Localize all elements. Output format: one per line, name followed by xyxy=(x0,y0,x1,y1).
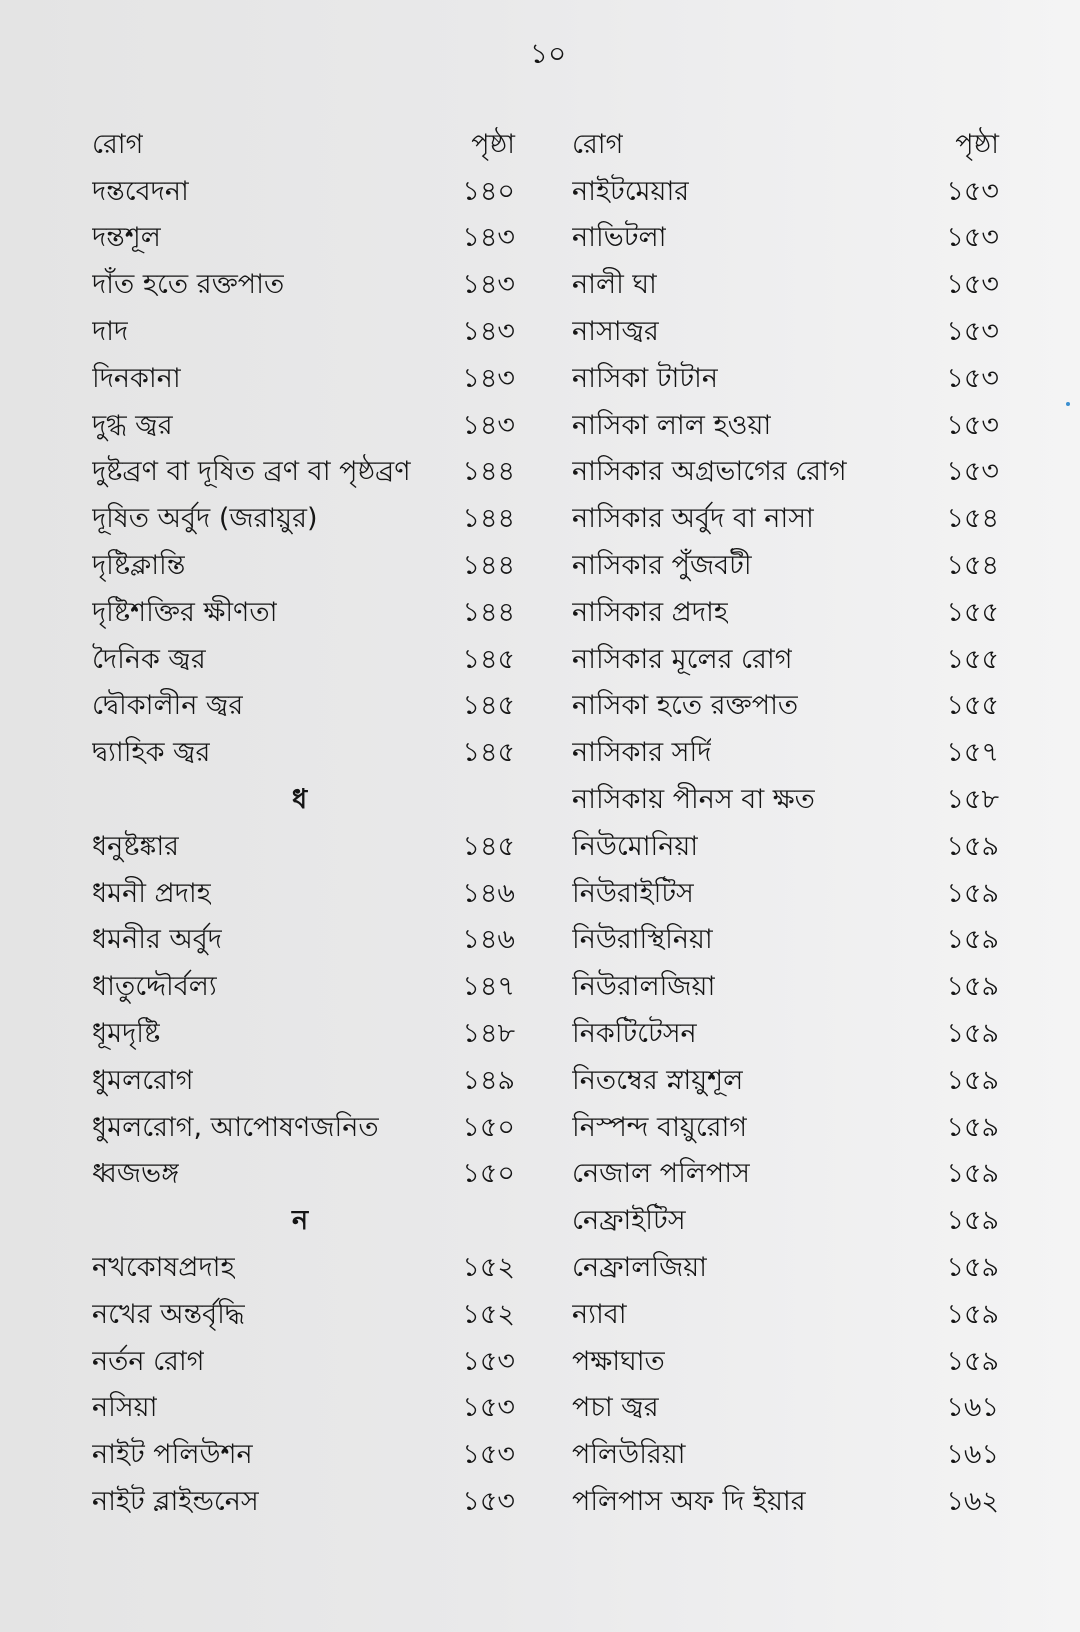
disease-name: নাইট ব্লাইন্ডনেস xyxy=(92,1486,259,1517)
disease-name: দাদ xyxy=(92,316,129,348)
page-ref: ১৫৯ xyxy=(946,1018,999,1050)
page-ref: ১৫৩ xyxy=(462,1392,515,1424)
page-ref: ১৫৯ xyxy=(946,1205,999,1237)
header-disease: রোগ xyxy=(572,128,624,160)
disease-name: নাইটমেয়ার xyxy=(572,175,690,207)
index-entry xyxy=(92,1293,515,1340)
disease-name: ধূমদৃষ্টি xyxy=(92,1018,161,1050)
index-entry xyxy=(92,638,515,685)
disease-name: নাভিটলা xyxy=(572,222,667,254)
index-entry xyxy=(92,1153,515,1200)
index-entry xyxy=(572,451,999,498)
section-letter xyxy=(92,1199,515,1246)
disease-name: নেজাল পলিপাস xyxy=(572,1158,750,1190)
index-entry xyxy=(572,1433,999,1480)
column-header xyxy=(92,123,515,170)
disease-name: নখকোষপ্রদাহ xyxy=(92,1252,235,1284)
page-ref: ১৫৪ xyxy=(946,550,999,582)
index-entry xyxy=(92,872,515,919)
page-number: ১০ xyxy=(529,37,567,70)
disease-name: নসিয়া xyxy=(92,1392,158,1424)
index-entry xyxy=(572,404,999,451)
page-ref: ১৪৫ xyxy=(462,830,515,862)
index-entry xyxy=(572,1012,999,1059)
disease-name: নিকটিটেসন xyxy=(572,1018,697,1050)
page-ref: ১৫৯ xyxy=(946,830,999,862)
page-ref: ১৪৫ xyxy=(462,690,515,722)
disease-name: দৃষ্টিশক্তির ক্ষীণতা xyxy=(92,596,278,628)
page-ref: ১৫৫ xyxy=(946,596,999,628)
page-ref: ১৫৩ xyxy=(946,175,999,207)
index-entry xyxy=(92,544,515,591)
index-entry xyxy=(92,1012,515,1059)
index-entry xyxy=(92,357,515,404)
index-entry xyxy=(572,217,999,264)
index-entry xyxy=(92,1246,515,1293)
page-ref: ১৪০ xyxy=(462,175,515,207)
page-ref: ১৬২ xyxy=(946,1486,999,1517)
disease-name: ন্যাবা xyxy=(572,1298,627,1330)
index-entry xyxy=(572,310,999,357)
disease-name: নাসিকা হতে রক্তপাত xyxy=(572,690,799,722)
disease-name: ধুমলরোগ xyxy=(92,1064,194,1096)
index-entry xyxy=(92,497,515,544)
disease-name: ধাতুদ্দৌর্বল্য xyxy=(92,971,217,1003)
page-ref: ১৪৩ xyxy=(462,316,515,348)
page-ref: ১৪৪ xyxy=(462,456,515,488)
disease-name: দৈনিক জ্বর xyxy=(92,643,206,675)
page-ref: ১৫৩ xyxy=(946,456,999,488)
page-ref: ১৫৩ xyxy=(946,409,999,441)
page-ref: ১৫০ xyxy=(462,1111,515,1143)
page-ref: ১৫০ xyxy=(462,1158,515,1190)
index-entry xyxy=(572,919,999,966)
page-ref: ১৫৯ xyxy=(946,1298,999,1330)
page-ref: ১৫৯ xyxy=(946,1111,999,1143)
index-entry xyxy=(92,217,515,264)
index-entry xyxy=(572,778,999,825)
page-ref: ১৪৪ xyxy=(462,503,515,535)
page-ref: ১৫৭ xyxy=(946,737,999,769)
disease-name: দ্বৌকালীন জ্বর xyxy=(92,690,244,722)
disease-name: নিউমোনিয়া xyxy=(572,830,699,862)
disease-name: নালী ঘা xyxy=(572,269,657,301)
disease-name: ধ্বজভঙ্গ xyxy=(92,1158,180,1190)
column-header xyxy=(572,123,999,170)
disease-name: পলিপাস অফ দি ইয়ার xyxy=(572,1486,806,1517)
disease-name: নিউরালজিয়া xyxy=(572,971,716,1003)
index-entry xyxy=(572,591,999,638)
disease-name: দৃষ্টিক্লান্তি xyxy=(92,550,186,582)
index-entry xyxy=(572,1246,999,1293)
index-entry xyxy=(92,1433,515,1480)
page-ref: ১৫৩ xyxy=(462,1486,515,1517)
index-column-right xyxy=(572,123,999,1527)
index-entry xyxy=(572,497,999,544)
page-ref: ১৫৩ xyxy=(946,316,999,348)
index-entry xyxy=(572,1293,999,1340)
disease-name: দিনকানা xyxy=(92,362,181,394)
disease-name: নিস্পন্দ বায়ুরোগ xyxy=(572,1111,748,1143)
page-ref: ১৪৯ xyxy=(462,1064,515,1096)
disease-name: নখের অন্তর্বৃদ্ধি xyxy=(92,1298,245,1330)
page-ref: ১৫৩ xyxy=(462,1345,515,1377)
page-ref: ১৫২ xyxy=(462,1252,515,1284)
page-ref: ১৫৪ xyxy=(946,503,999,535)
disease-name: নাসিকার প্রদাহ xyxy=(572,596,729,628)
page-ref: ১৪৩ xyxy=(462,269,515,301)
disease-name: ধমনীর অর্বুদ xyxy=(92,924,222,956)
index-entry xyxy=(572,731,999,778)
page-ref: ১৫৯ xyxy=(946,1252,999,1284)
page-ref: ১৫৫ xyxy=(946,643,999,675)
index-entry xyxy=(92,451,515,498)
index-entry xyxy=(92,591,515,638)
section-letter-text: ন xyxy=(292,1205,309,1237)
index-entry xyxy=(572,170,999,217)
section-letter-text: ধ xyxy=(292,784,308,816)
index-entry xyxy=(572,825,999,872)
disease-name: নাসিকার অগ্রভাগের রোগ xyxy=(572,456,847,488)
disease-name: নেফ্রাইটিস xyxy=(572,1205,686,1237)
index-entry xyxy=(572,1153,999,1200)
disease-name: নাসিকার পুঁজবটী xyxy=(572,550,752,582)
page-ref: ১৫২ xyxy=(462,1298,515,1330)
disease-name: নিতম্বের স্নায়ুশূল xyxy=(572,1064,744,1096)
disease-name: নাসিকা লাল হওয়া xyxy=(572,409,772,441)
index-entry xyxy=(572,685,999,732)
header-disease: রোগ xyxy=(92,128,144,160)
index-entry xyxy=(92,310,515,357)
disease-name: নর্তন রোগ xyxy=(92,1345,205,1377)
disease-name: নাসিকায় পীনস বা ক্ষত xyxy=(572,784,815,816)
page-ref: ১৪৩ xyxy=(462,409,515,441)
disease-name: ধুমলরোগ, আপোষণজনিত xyxy=(92,1111,379,1143)
page-ref: ১৫৯ xyxy=(946,1158,999,1190)
index-entry xyxy=(572,1387,999,1434)
page-ref: ১৪৪ xyxy=(462,596,515,628)
index-entry xyxy=(572,872,999,919)
page-ref: ১৫৯ xyxy=(946,877,999,909)
page-ref: ১৪৫ xyxy=(462,643,515,675)
index-entry xyxy=(572,357,999,404)
index-entry xyxy=(92,263,515,310)
index-entry xyxy=(92,1059,515,1106)
index-entry xyxy=(92,1106,515,1153)
page-ref: ১৫৯ xyxy=(946,924,999,956)
section-letter xyxy=(92,778,515,825)
index-entry xyxy=(572,544,999,591)
disease-name: নাসাজ্বর xyxy=(572,316,659,348)
disease-name: পলিউরিয়া xyxy=(572,1439,686,1471)
index-entry xyxy=(572,965,999,1012)
index-entry xyxy=(572,1480,999,1527)
index-entry xyxy=(92,731,515,778)
page-ref: ১৬১ xyxy=(946,1439,999,1471)
index-entry xyxy=(572,1106,999,1153)
disease-name: দন্তশূল xyxy=(92,222,161,254)
disease-name: দুগ্ধ জ্বর xyxy=(92,409,173,441)
header-page: পৃষ্ঠা xyxy=(471,128,515,160)
index-entry xyxy=(92,1387,515,1434)
ink-speck xyxy=(1066,402,1070,406)
page-ref: ১৪৭ xyxy=(462,971,515,1003)
page-ref: ১৫৫ xyxy=(946,690,999,722)
index-entry xyxy=(572,1059,999,1106)
index-entry xyxy=(92,1480,515,1527)
disease-name: ধনুষ্টঙ্কার xyxy=(92,830,180,862)
page-ref: ১৫৩ xyxy=(946,362,999,394)
page-ref: ১৪৩ xyxy=(462,362,515,394)
index-entry xyxy=(572,1199,999,1246)
index-entry xyxy=(92,825,515,872)
page-ref: ১৫৯ xyxy=(946,1345,999,1377)
page-ref: ১৫৮ xyxy=(946,784,999,816)
disease-name: দুষ্টব্রণ বা দূষিত ব্রণ বা পৃষ্ঠব্রণ xyxy=(92,456,411,488)
page-ref: ১৫৯ xyxy=(946,1064,999,1096)
index-entry xyxy=(92,965,515,1012)
header-page: পৃষ্ঠা xyxy=(955,128,999,160)
disease-name: ধমনী প্রদাহ xyxy=(92,877,211,909)
page-ref: ১৫৯ xyxy=(946,971,999,1003)
disease-name: দন্তবেদনা xyxy=(92,175,189,207)
index-entry xyxy=(92,170,515,217)
index-entry xyxy=(92,919,515,966)
page-ref: ১৪৫ xyxy=(462,737,515,769)
disease-name: নাসিকার মূলের রোগ xyxy=(572,643,793,675)
index-entry xyxy=(572,263,999,310)
disease-name: পক্ষাঘাত xyxy=(572,1345,665,1377)
page-ref: ১৪৮ xyxy=(462,1018,515,1050)
disease-name: নাসিকার সর্দি xyxy=(572,737,712,769)
disease-name: পচা জ্বর xyxy=(572,1392,659,1424)
disease-name: নাসিকা টাটান xyxy=(572,362,719,394)
index-column-left xyxy=(92,123,515,1527)
index-entry xyxy=(92,1340,515,1387)
page-ref: ১৪৪ xyxy=(462,550,515,582)
page-ref: ১৫৩ xyxy=(946,222,999,254)
disease-name: দাঁত হতে রক্তপাত xyxy=(92,269,285,301)
page-ref: ১৪৬ xyxy=(462,877,515,909)
index-entry xyxy=(92,404,515,451)
disease-name: নিউরাইটিস xyxy=(572,877,694,909)
disease-name: দ্ব্যাহিক জ্বর xyxy=(92,737,211,769)
page-ref: ১৪৩ xyxy=(462,222,515,254)
page-ref: ১৬১ xyxy=(946,1392,999,1424)
disease-name: নেফ্রালজিয়া xyxy=(572,1252,707,1284)
disease-name: নিউরাস্থিনিয়া xyxy=(572,924,713,956)
page-ref: ১৪৬ xyxy=(462,924,515,956)
disease-name: দূষিত অর্বুদ (জরায়ুর) xyxy=(92,503,318,535)
index-entry xyxy=(572,638,999,685)
index-entry xyxy=(572,1340,999,1387)
disease-name: নাসিকার অর্বুদ বা নাসা xyxy=(572,503,814,535)
index-entry xyxy=(92,685,515,732)
page-ref: ১৫৩ xyxy=(462,1439,515,1471)
disease-name: নাইট পলিউশন xyxy=(92,1439,253,1471)
page-ref: ১৫৩ xyxy=(946,269,999,301)
